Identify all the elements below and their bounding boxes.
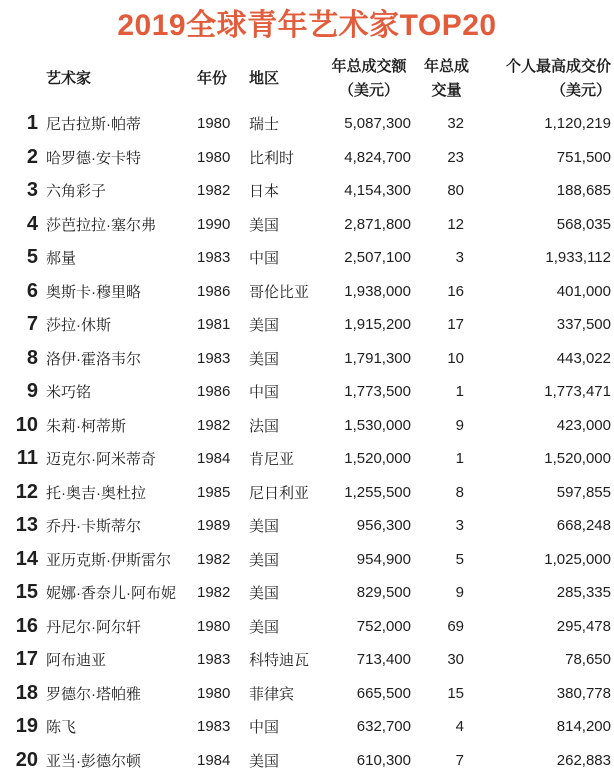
table-row: [0, 342, 614, 376]
amount-cell: 956,300: [356, 517, 411, 535]
year-cell: 1986: [197, 383, 231, 401]
artist-cell: 哈罗德·安卡特: [46, 149, 141, 167]
artist-cell: 洛伊·霍洛韦尔: [46, 350, 141, 368]
header-year: 年份: [197, 70, 228, 87]
year-cell: 1983: [197, 651, 231, 669]
header-artist: 艺术家: [46, 70, 92, 87]
volume-cell: 30: [447, 651, 464, 669]
table-row: [0, 308, 614, 342]
rank-cell: 2: [26, 145, 38, 168]
rank-cell: 16: [15, 614, 38, 637]
volume-cell: 1: [455, 450, 464, 468]
rank-cell: 11: [16, 447, 38, 470]
table-row: [0, 107, 614, 141]
region-cell: 尼日利亚: [249, 484, 310, 502]
amount-cell: 829,500: [356, 584, 411, 602]
year-cell: 1981: [197, 316, 231, 334]
rank-cell: 4: [26, 212, 38, 235]
header-volume-line1: 年总成: [423, 58, 469, 75]
price-cell: 1,520,000: [544, 450, 611, 468]
rank-cell: 20: [15, 748, 38, 771]
rank-cell: 7: [26, 313, 38, 336]
volume-cell: 3: [455, 517, 464, 535]
table-row: [0, 509, 614, 543]
region-cell: 哥伦比亚: [249, 283, 310, 301]
table-row: [0, 610, 614, 644]
amount-cell: 4,154,300: [344, 182, 411, 200]
artist-cell: 尼古拉斯·帕蒂: [46, 116, 141, 134]
year-cell: 1980: [197, 148, 231, 166]
amount-cell: 1,773,500: [344, 383, 411, 401]
amount-cell: 1,915,200: [344, 316, 411, 334]
volume-cell: 5: [455, 550, 464, 568]
year-cell: 1982: [197, 182, 231, 200]
amount-cell: 4,824,700: [344, 148, 411, 166]
amount-cell: 665,500: [356, 684, 411, 702]
region-cell: 法国: [249, 417, 280, 435]
artist-cell: 六角彩子: [46, 183, 107, 201]
amount-cell: 1,520,000: [344, 450, 411, 468]
table-row: [0, 442, 614, 476]
artist-cell: 妮娜·香奈儿·阿布妮: [46, 585, 176, 603]
table-row: [0, 677, 614, 711]
region-cell: 美国: [249, 551, 280, 569]
artist-cell: 奥斯卡·穆里略: [46, 283, 141, 301]
artist-cell: 阿布迪亚: [46, 652, 107, 670]
table-row: [0, 208, 614, 242]
price-cell: 1,025,000: [544, 550, 611, 568]
year-cell: 1983: [197, 718, 231, 736]
table-row: [0, 375, 614, 409]
year-cell: 1980: [197, 617, 231, 635]
artist-cell: 罗德尔·塔帕雅: [46, 685, 141, 703]
artist-cell: 莎拉·休斯: [46, 317, 111, 335]
region-cell: 科特迪瓦: [249, 652, 310, 670]
price-cell: 78,650: [565, 651, 611, 669]
volume-cell: 16: [447, 282, 464, 300]
amount-cell: 1,938,000: [344, 282, 411, 300]
rank-cell: 6: [26, 279, 38, 302]
region-cell: 比利时: [249, 149, 295, 167]
artist-cell: 亚历克斯·伊斯雷尔: [46, 551, 171, 569]
header-price-line2: （美元）: [550, 82, 611, 99]
artist-cell: 郝量: [46, 250, 77, 268]
region-cell: 日本: [249, 183, 280, 201]
table-row: [0, 174, 614, 208]
region-cell: 美国: [249, 350, 280, 368]
year-cell: 1983: [197, 349, 231, 367]
year-cell: 1986: [197, 282, 231, 300]
volume-cell: 10: [447, 349, 464, 367]
region-cell: 美国: [249, 518, 280, 536]
table-body: [0, 107, 614, 777]
price-cell: 423,000: [556, 416, 611, 434]
price-cell: 285,335: [556, 584, 611, 602]
volume-cell: 1: [455, 383, 464, 401]
table-row: [0, 409, 614, 443]
header-amount: [325, 55, 413, 103]
artist-cell: 莎芭拉拉·塞尔弗: [46, 216, 156, 234]
table-row: [0, 241, 614, 275]
region-cell: 肯尼亚: [249, 451, 295, 469]
amount-cell: 5,087,300: [344, 115, 411, 133]
year-cell: 1982: [197, 584, 231, 602]
table-row: [0, 275, 614, 309]
price-cell: 188,685: [556, 182, 611, 200]
artist-cell: 朱莉·柯蒂斯: [46, 417, 126, 435]
price-cell: 814,200: [556, 718, 611, 736]
rank-cell: 5: [26, 246, 38, 269]
year-cell: 1980: [197, 684, 231, 702]
amount-cell: 2,871,800: [344, 215, 411, 233]
year-cell: 1983: [197, 249, 231, 267]
price-cell: 401,000: [556, 282, 611, 300]
rank-cell: 17: [15, 648, 38, 671]
region-cell: 中国: [249, 250, 280, 268]
header-region: 地区: [249, 70, 280, 87]
amount-cell: 954,900: [356, 550, 411, 568]
year-cell: 1984: [197, 450, 231, 468]
volume-cell: 32: [447, 115, 464, 133]
year-cell: 1982: [197, 550, 231, 568]
volume-cell: 9: [455, 584, 464, 602]
price-cell: 751,500: [556, 148, 611, 166]
region-cell: 美国: [249, 585, 280, 603]
year-cell: 1984: [197, 751, 231, 769]
region-cell: 菲律宾: [249, 685, 295, 703]
artist-cell: 米巧铭: [46, 384, 92, 402]
region-cell: 瑞士: [249, 116, 280, 134]
rank-cell: 15: [15, 581, 38, 604]
amount-cell: 632,700: [356, 718, 411, 736]
price-cell: 262,883: [556, 751, 611, 769]
rank-cell: 12: [15, 480, 38, 503]
table-row: [0, 141, 614, 175]
price-cell: 1,933,112: [545, 249, 611, 267]
year-cell: 1980: [197, 115, 231, 133]
page-title: 2019全球青年艺术家TOP20: [117, 9, 497, 42]
volume-cell: 8: [455, 483, 464, 501]
header-volume: [413, 55, 470, 103]
price-cell: 568,035: [556, 215, 611, 233]
region-cell: 美国: [249, 216, 280, 234]
amount-cell: 752,000: [356, 617, 411, 635]
artist-cell: 迈克尔·阿米蒂奇: [46, 451, 156, 469]
table-row: [0, 744, 614, 778]
volume-cell: 4: [455, 718, 464, 736]
year-cell: 1990: [197, 215, 231, 233]
price-cell: 1,773,471: [544, 383, 611, 401]
price-cell: 337,500: [556, 316, 611, 334]
rank-cell: 10: [15, 413, 38, 436]
volume-cell: 80: [447, 182, 464, 200]
table-row: [0, 710, 614, 744]
price-cell: 380,778: [556, 684, 611, 702]
volume-cell: 17: [447, 316, 464, 334]
year-cell: 1985: [197, 483, 231, 501]
artist-cell: 陈飞: [46, 719, 77, 737]
price-cell: 597,855: [556, 483, 611, 501]
price-cell: 295,478: [556, 617, 611, 635]
artist-cell: 丹尼尔·阿尔轩: [46, 618, 141, 636]
table-header-row: [0, 53, 614, 105]
price-cell: 443,022: [556, 349, 611, 367]
region-cell: 美国: [249, 752, 280, 770]
price-cell: 1,120,219: [544, 115, 611, 133]
year-cell: 1982: [197, 416, 231, 434]
header-price: [470, 55, 614, 103]
year-cell: 1989: [197, 517, 231, 535]
header-volume-line2: 交量: [431, 82, 462, 99]
table-row: [0, 543, 614, 577]
amount-cell: 1,530,000: [344, 416, 411, 434]
rank-cell: 18: [15, 681, 38, 704]
region-cell: 中国: [249, 384, 280, 402]
amount-cell: 1,255,500: [344, 483, 411, 501]
region-cell: 中国: [249, 719, 280, 737]
table-row: [0, 643, 614, 677]
volume-cell: 15: [447, 684, 464, 702]
price-cell: 668,248: [556, 517, 611, 535]
volume-cell: 23: [447, 148, 464, 166]
header-amount-line1: 年总成交额: [331, 58, 407, 75]
volume-cell: 3: [455, 249, 464, 267]
artist-cell: 亚当·彭德尔顿: [46, 752, 141, 770]
header-amount-line2: （美元）: [338, 82, 399, 99]
rank-cell: 14: [15, 547, 38, 570]
amount-cell: 1,791,300: [344, 349, 411, 367]
volume-cell: 7: [455, 751, 464, 769]
region-cell: 美国: [249, 618, 280, 636]
artist-cell: 托·奥吉·奥杜拉: [46, 484, 146, 502]
rank-cell: 3: [26, 179, 38, 202]
rank-cell: 8: [26, 346, 38, 369]
rank-cell: 1: [26, 112, 38, 135]
header-price-line1: 个人最高成交价: [505, 58, 611, 75]
artist-cell: 乔丹·卡斯蒂尔: [46, 518, 141, 536]
table-row: [0, 576, 614, 610]
amount-cell: 713,400: [356, 651, 411, 669]
rank-cell: 19: [15, 715, 38, 738]
table-row: [0, 476, 614, 510]
rank-cell: 13: [15, 514, 38, 537]
rank-cell: 9: [26, 380, 38, 403]
region-cell: 美国: [249, 317, 280, 335]
volume-cell: 9: [455, 416, 464, 434]
volume-cell: 69: [447, 617, 464, 635]
amount-cell: 2,507,100: [344, 249, 411, 267]
amount-cell: 610,300: [356, 751, 411, 769]
volume-cell: 12: [447, 215, 464, 233]
